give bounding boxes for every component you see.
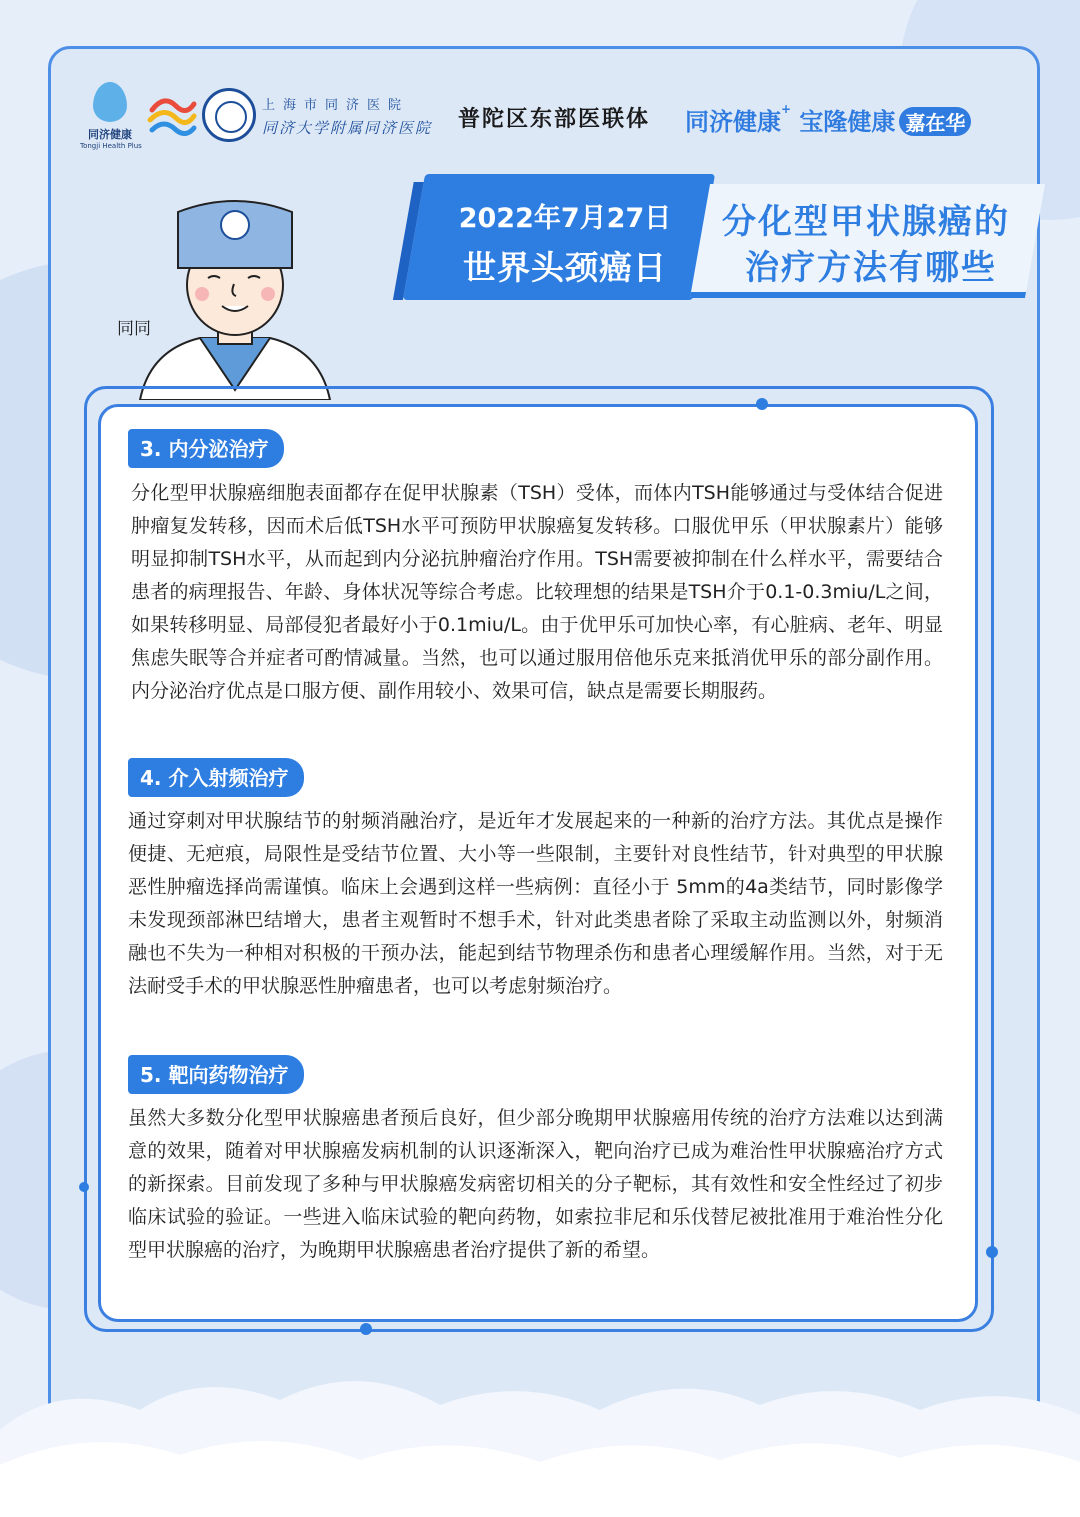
title-banner <box>400 170 1035 308</box>
banner-day: 世界头颈癌日 <box>463 248 667 287</box>
cloud-decoration <box>0 1370 1080 1517</box>
decor-dot <box>756 398 768 410</box>
decor-dot <box>986 1246 998 1258</box>
decor-dot <box>79 1182 89 1192</box>
doctor-name: 同同 <box>117 319 151 339</box>
brand-plus: + <box>781 102 792 116</box>
banner-title-line1: 分化型甲状腺癌的 <box>722 202 1010 242</box>
hospital-name <box>262 94 432 138</box>
section-tag-radiofrequency: 4. 介入射频治疗 <box>128 758 304 797</box>
section-text-radiofrequency: 通过穿刺对甲状腺结节的射频消融治疗，是近年才发展起来的一种新的治疗方法。其优点是操作便捷、无疤痕，局限性是受结节位置、大小等一些限制，主要针对良性结节，针对典型的甲状腺恶性肿瘤选择尚需谨慎。临床上会遇到这样一些病例：直径小于 5mm的4a类结节，同时影像学未发现颈部淋巴结增大，患者主观暂时不想手术，针对此类患者除了采取主动监测以外，射频消融也不失为一种相对积极的干预办法，能起到结节物理杀伤和患者心理缓解作用。当然，对于无法耐受手术的甲状腺恶性肿瘤患者，也可以考虑射频治疗。 <box>128 810 943 997</box>
section-tag-targeted: 5. 靶向药物治疗 <box>128 1055 304 1094</box>
section-tag-endocrine: 3. 内分泌治疗 <box>128 429 284 468</box>
hospital-seal-logo <box>202 88 256 142</box>
doctor-avatar <box>130 190 340 400</box>
tongji-logo-cn: 同济健康 <box>88 128 132 141</box>
brand-slogan <box>685 102 971 137</box>
brand-mid: 宝隆健康 <box>799 108 896 136</box>
brand-left: 同济健康 <box>685 108 781 136</box>
banner-title-line2: 治疗方法有哪些 <box>745 248 997 288</box>
section-text-endocrine: 分化型甲状腺癌细胞表面都存在促甲状腺素（TSH）受体，而体内TSH能够通过与受体结合促进肿瘤复发转移，因而术后低TSH水平可预防甲状腺癌复发转移。口服优甲乐（甲状腺素片）能够明显抑制TSH水平，从而起到内分泌抗肿瘤治疗作用。TSH需要被抑制在什么样水平，需要结合患者的病理报告、年龄、身体状况等综合考虑。比较理想的结果是TSH介于0.1-0.3miu/L之间，如果转移明显、局部侵犯者最好小于0.1miu/L。由于优甲乐可加快心率，有心脏病、老年、明显焦虑失眠等合并症者可酌情减量。当然，也可以通过服用倍他乐克来抵消优甲乐的部分副作用。内分泌治疗优点是口服方便、副作用较小、效果可信，缺点是需要长期服药。 <box>131 482 943 702</box>
wave-logo-icon <box>146 90 198 142</box>
tongji-health-logo <box>80 82 140 150</box>
tongji-logo-en: Tongji Health Plus <box>80 142 142 150</box>
banner-date: 2022年7月27日 <box>458 203 672 234</box>
decor-dot <box>360 1323 372 1335</box>
water-drop-icon <box>93 82 127 122</box>
header-logos <box>80 82 1010 152</box>
hospital-name-line2: 同济大学附属同济医院 <box>262 119 433 137</box>
alliance-name: 普陀区东部医联体 <box>458 106 651 132</box>
brand-pill: 嘉在华 <box>899 107 971 136</box>
section-text-targeted: 虽然大多数分化型甲状腺癌患者预后良好，但少部分晚期甲状腺癌用传统的治疗方法难以达到满意的效果，随着对甲状腺癌发病机制的认识逐渐深入，靶向治疗已成为难治性甲状腺癌治疗方式的新探索。目前发现了多种与甲状腺癌发病密切相关的分子靶标，其有效性和安全性经过了初步临床试验的验证。一些进入临床试验的靶向药物，如索拉非尼和乐伐替尼被批准用于难治性分化型甲状腺癌的治疗，为晚期甲状腺癌患者治疗提供了新的希望。 <box>128 1107 943 1261</box>
hospital-name-line1: 上海市同济医院 <box>262 98 410 113</box>
